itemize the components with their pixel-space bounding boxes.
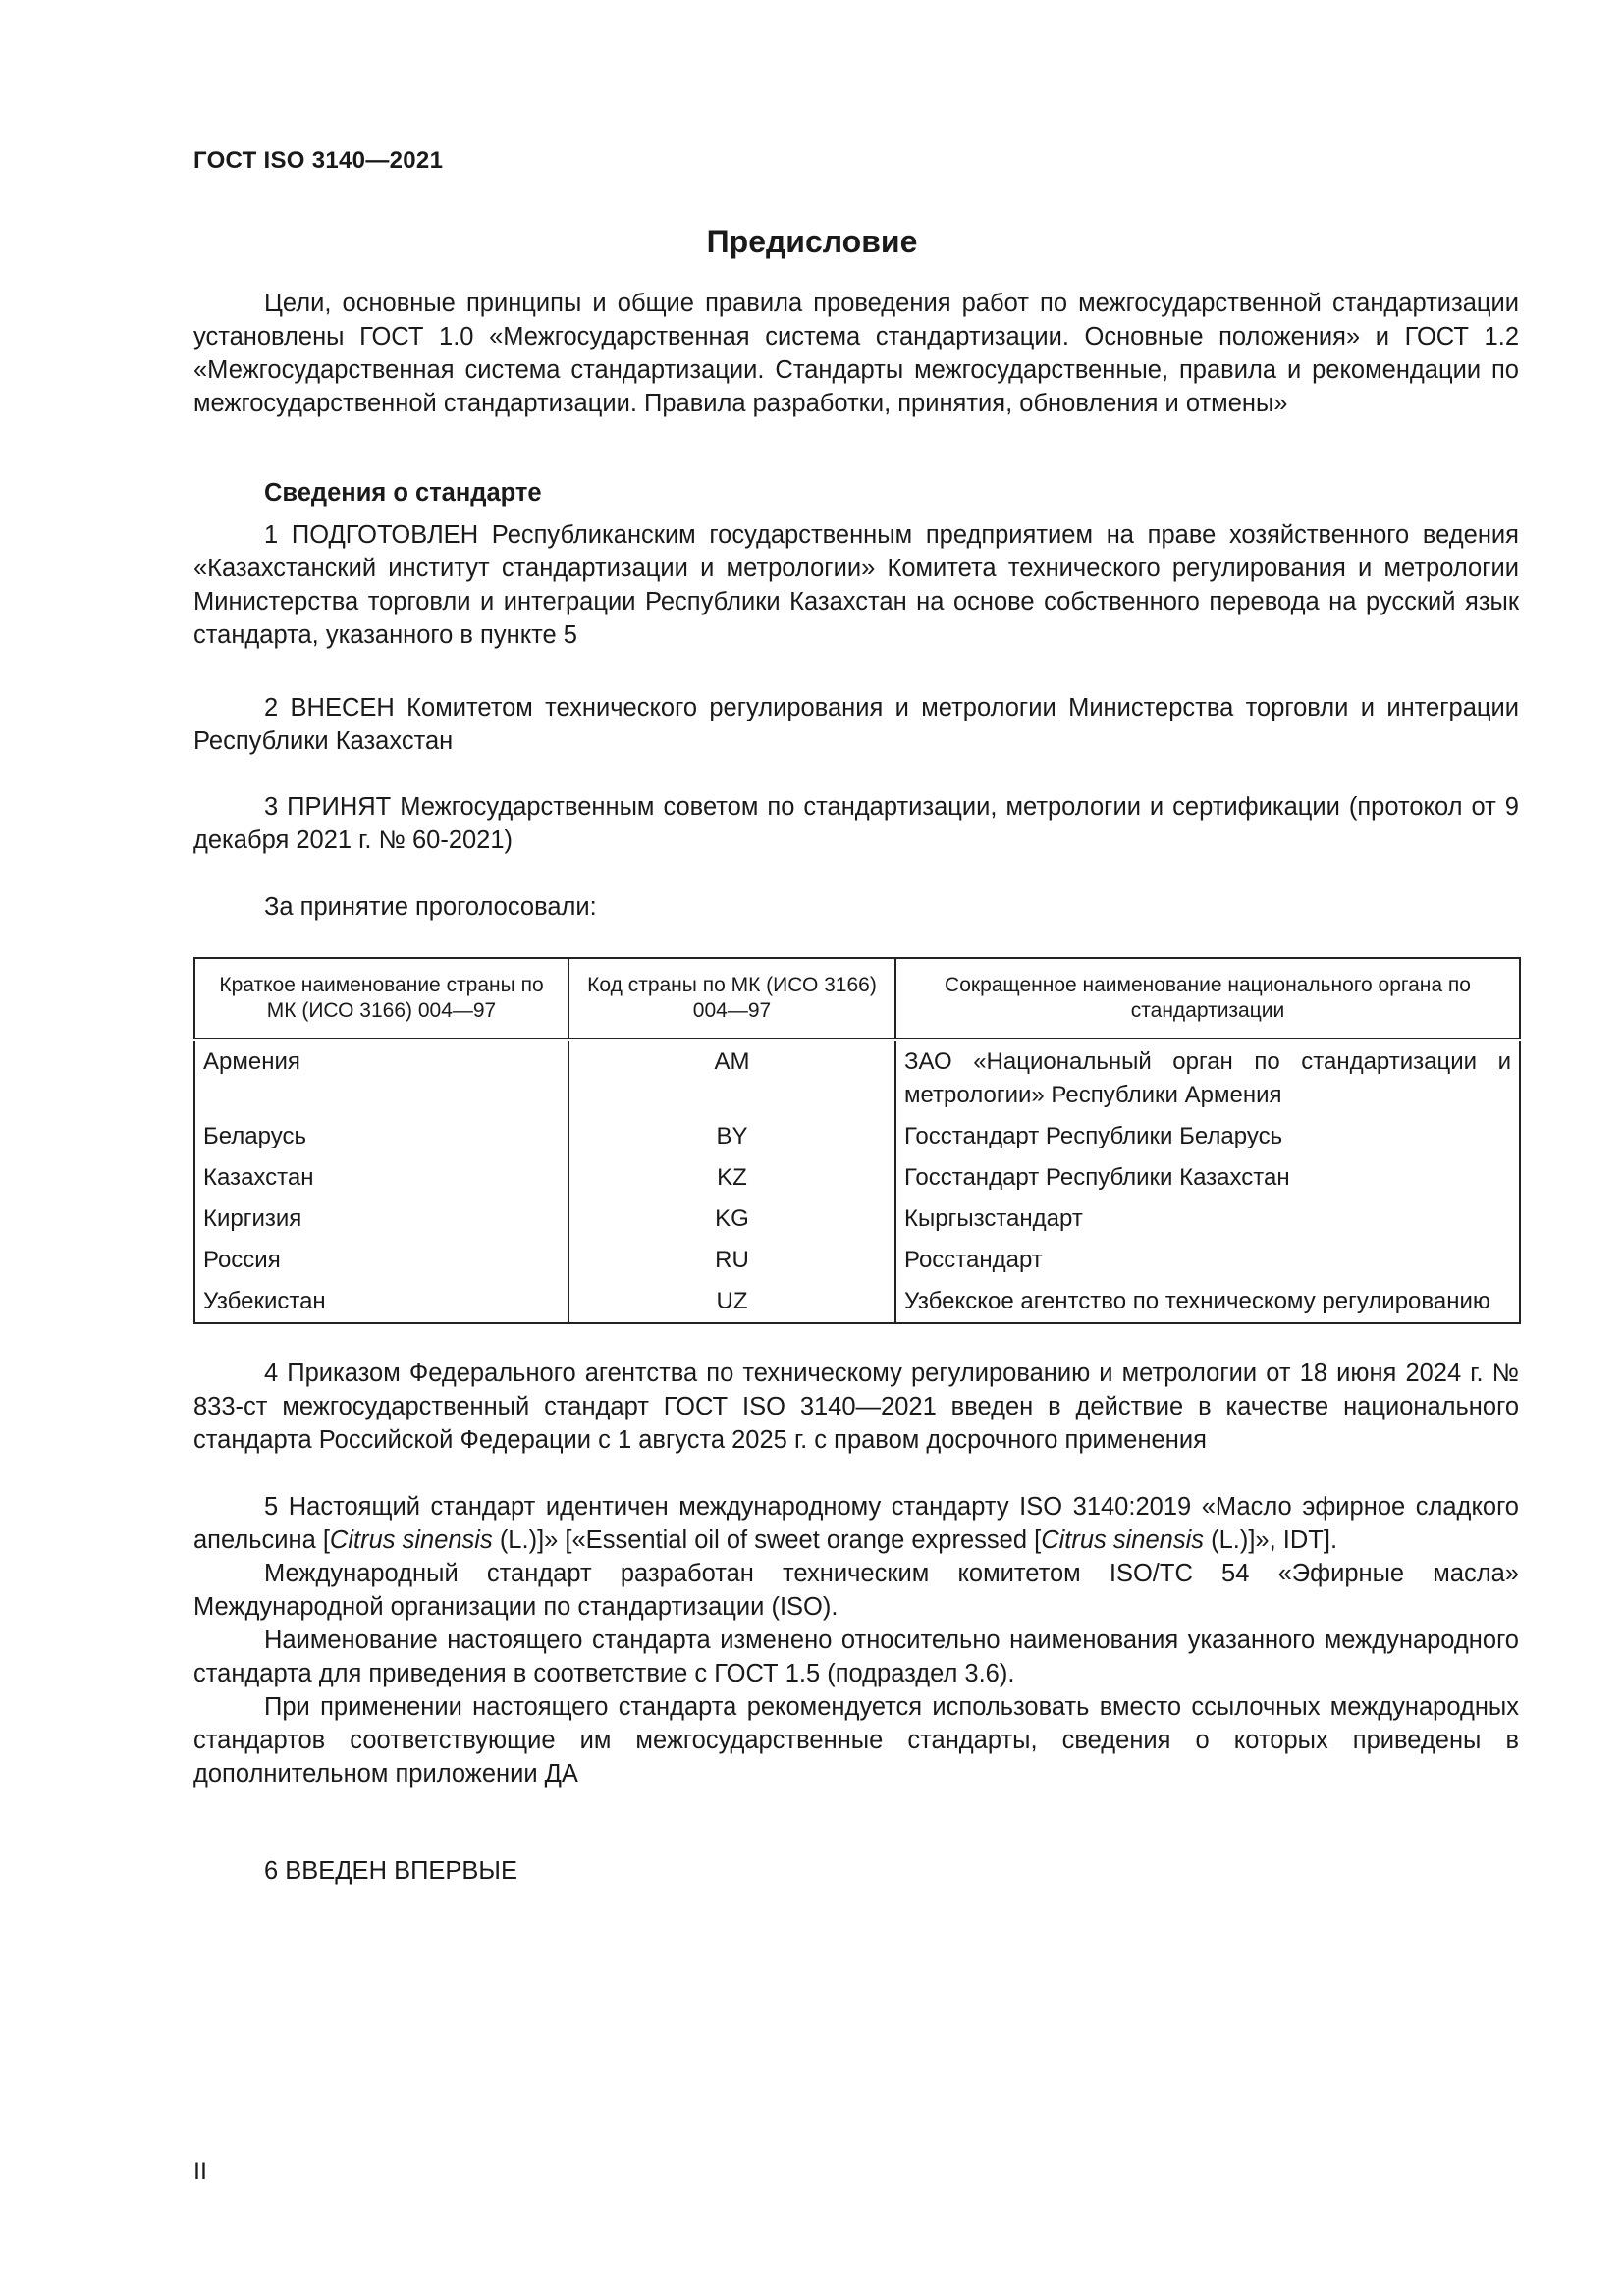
item-4: 4 Приказом Федерального агентства по техническому регулированию и метрологии от 18 июня 2024 г. № 833-ст межгосударственный стандарт ГОСТ ISO 3140—2021 введен в действие в качестве национального стандарта Российской Федерации с 1 августа 2025 г. с правом досрочного применения xyxy=(193,1360,1519,1454)
item-5-name-change: Наименование настоящего стандарта изменено относительно наименования указанного международного стандарта для приведения в соответствие с ГОСТ 1.5 (подраздел 3.6). xyxy=(193,1627,1519,1687)
cell-code: KG xyxy=(568,1199,895,1240)
item-2: 2 ВНЕСЕН Комитетом технического регулирования и метрологии Министерства торговли и интеграции Республики Казахстан xyxy=(193,694,1519,755)
cell-org: Госстандарт Республики Казахстан xyxy=(895,1157,1520,1199)
cell-country: Беларусь xyxy=(194,1116,568,1157)
info-heading-block xyxy=(193,476,1519,509)
cell-code: AM xyxy=(568,1040,895,1116)
section-title: Предисловие xyxy=(706,224,918,259)
item2-block xyxy=(193,691,1519,758)
cell-country: Армения xyxy=(194,1040,568,1116)
document-header: ГОСТ ISO 3140—2021 xyxy=(193,147,444,174)
item-5-committee: Международный стандарт разработан техническим комитетом ISO/TC 54 «Эфирные масла» Международной организации по стандартизации (ISO). xyxy=(193,1560,1519,1621)
cell-country: Узбекистан xyxy=(194,1281,568,1323)
item-6: 6 ВВЕДЕН ВПЕРВЫЕ xyxy=(264,1857,518,1885)
item5-block xyxy=(193,1490,1519,1790)
cell-org: Госстандарт Республики Беларусь xyxy=(895,1116,1520,1157)
header-code: Код страны по МК (ИСО 3166) 004—97 xyxy=(568,958,895,1040)
intro-block xyxy=(193,287,1519,420)
cell-code: BY xyxy=(568,1116,895,1157)
table-row xyxy=(194,1281,1520,1323)
item1-block xyxy=(193,518,1519,652)
cell-org: Узбекское агентство по техническому регулированию xyxy=(895,1281,1520,1323)
table-header-row xyxy=(194,958,1520,1040)
info-heading: Сведения о стандарте xyxy=(264,479,542,507)
cell-code: UZ xyxy=(568,1281,895,1323)
item-3: 3 ПРИНЯТ Межгосударственным советом по стандартизации, метрологии и сертификации (протокол от 9 декабря 2021 г. № 60-2021) xyxy=(193,793,1519,854)
item-5-references: При применении настоящего стандарта рекомендуется использовать вместо ссылочных международных стандартов соответствующие им межгосударственные стандарты, сведения о которых приведены в дополнительном приложении ДА xyxy=(193,1693,1519,1788)
table-row xyxy=(194,1157,1520,1199)
cell-org: Росстандарт xyxy=(895,1240,1520,1281)
cell-code: KZ xyxy=(568,1157,895,1199)
table-row xyxy=(194,1199,1520,1240)
table-row xyxy=(194,1040,1520,1116)
item-5-text-a: 5 Настоящий стандарт идентичен международному стандарту ISO 3140:2019 «Масло эфирное сладкого апельсина [ xyxy=(193,1493,1519,1554)
page-number: II xyxy=(193,2158,207,2185)
cell-country: Киргизия xyxy=(194,1199,568,1240)
item-5-latin-a: Citrus sinensis xyxy=(329,1526,493,1554)
voting-table xyxy=(193,957,1521,1324)
cell-country: Казахстан xyxy=(194,1157,568,1199)
header-org: Сокращенное наименование национального органа по стандартизации xyxy=(895,958,1520,1040)
item-5-text-c: (L.)]», IDT]. xyxy=(1204,1526,1338,1554)
intro-paragraph: Цели, основные принципы и общие правила проведения работ по межгосударственной стандартизации установлены ГОСТ 1.0 «Межгосударственная система стандартизации. Основные положения» и ГОСТ 1.2 «Межгосударственная система стандартизации. Стандарты межгосударственные, правила и рекомендации по межгосударственной стандартизации. Правила разработки, принятия, обновления и отмены» xyxy=(193,290,1519,417)
cell-code: RU xyxy=(568,1240,895,1281)
item-1: 1 ПОДГОТОВЛЕН Республиканским государственным предприятием на праве хозяйственного ведения «Казахстанский институт стандартизации и метрологии» Комитета технического регулирования и метрологии Министерства торговли и интеграции Республики Казахстан на основе собственного перевода на русский язык стандарта, указанного в пункте 5 xyxy=(193,521,1519,649)
item-5 xyxy=(193,1490,1519,1557)
vote-label: За принятие проголосовали: xyxy=(264,893,597,921)
cell-org: ЗАО «Национальный орган по стандартизации и метрологии» Республики Армения xyxy=(895,1040,1520,1116)
cell-org: Кыргызстандарт xyxy=(895,1199,1520,1240)
cell-country: Россия xyxy=(194,1240,568,1281)
item-5-latin-b: Citrus sinensis xyxy=(1041,1526,1205,1554)
header-country: Краткое наименование страны по МК (ИСО 3166) 004—97 xyxy=(194,958,568,1040)
table-row xyxy=(194,1240,1520,1281)
item4-block xyxy=(193,1357,1519,1457)
table-row xyxy=(194,1116,1520,1157)
item-5-text-b: (L.)]» [«Essential oil of sweet orange expressed [ xyxy=(492,1526,1042,1554)
item6-block xyxy=(193,1854,1519,1888)
vote-label-block xyxy=(193,890,1519,924)
item3-block xyxy=(193,790,1519,857)
